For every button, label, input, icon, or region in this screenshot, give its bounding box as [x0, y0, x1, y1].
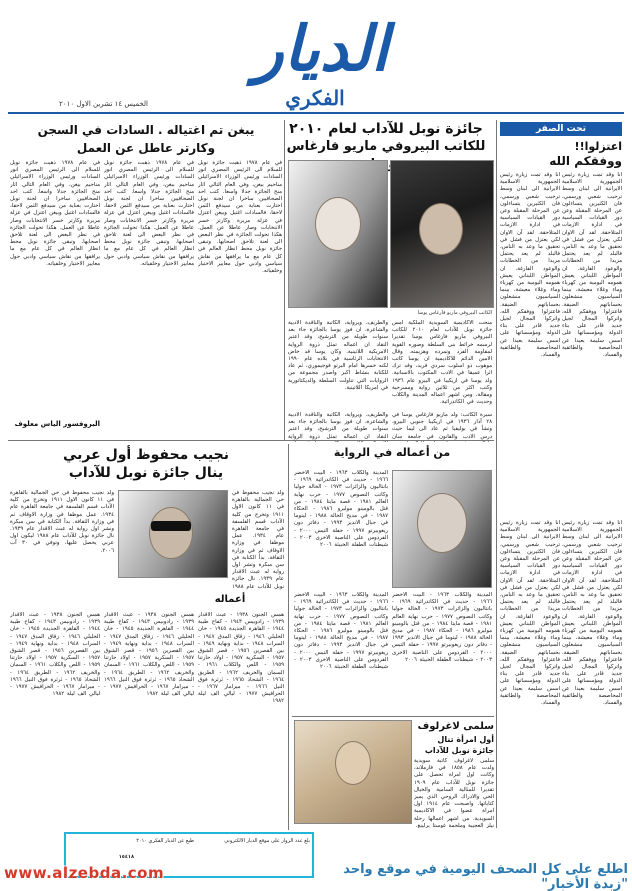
sadat-headline-1: يبغن تم اغتياله . السادات في السجن [37, 123, 255, 137]
sidebar-body-col-3: انا وقد تمت زيارة رئيس الجمهورية الاسلامية الايرانية الى لبنان وسط ترحيب شعبي ورسمي، فان الكثيرين يتساءلون عن المرحلة المقبلة وعن دور القيادات السياسية في ادارة الازمات المتلاحقة. لقد آن الاوان لكي يعتزل من فشل في تحقيق ما وعد به الناس، فالبلد لم يعد يحتمل مزيدا من الخطابات والوعود الفارغة. ان المواطن اللبناني يعيش همومه اليومية من كهرباء وماء وغلاء معيشة، بينما السياسيون منشغلون بحساباتهم الضيقة. فاعتزلوا ووفقكم الله، واتركوا المجال لجيل جديد قادر على بناء الدولة ومؤسساتها على اسس سليمة بعيدا عن المحاصصة والطائفية والفساد. [500, 520, 560, 707]
newspaper-logo: الديار [253, 12, 389, 85]
lead-body-col-4: والطريف، ويرواية، الكاتبة والناقدة الادبية والشاعرة، ان فوز يوسا بالجائزة جاء بعد سنوات طويلة من الترشيح، وقد اعتبر النقاد ان اعماله تمثل ذروة الرواية [288, 412, 388, 440]
vargas-llosa-photo-2 [288, 160, 388, 308]
lead-photo-caption: الكاتب البيروفي ماريو فارغاس يوسا [417, 310, 492, 316]
lagerlof-headline-1: سلمى لاغرلوف [417, 721, 494, 732]
masthead-rule [8, 112, 624, 114]
sadat-body-col-3: في عام ١٩٧٨ ذهبت جائزة نوبل للسلام الى الرئيس المصري انور السادات ورئيس الوزراء الاسرائيلي مناحيم بيغن، وفي العام التالي اثار منح الجائزة جدلا واسعا. كتب احد الصحافيين ساخرا ان لجنة نوبل اختارت بعناية من سيدفع الثمن لاحقا، فالسادات اغتيل وبيغن اعتزل في عزلة مريرة وكارتر خسر الانتخابات وصار عاطلا عن العمل. هكذا تحولت الجائزة في نظر البعض الى لعنة تلاحق اصحابها. وتبقى جائزة نوبل محط انظار العالم في كل عام مع ما يرافقها من نقاش سياسي وادبي حول معايير الاختيار وخلفياته. [10, 160, 100, 267]
mahfouz-works-col-1: همس الجنون ١٩٣٨ - عبث الاقدار ١٩٣٩ - رادوبيس ١٩٤٣ - كفاح طيبة ١٩٤٤ - القاهرة الجديدة ١٩٤٥ - خان الخليلي ١٩٤٦ - زقاق المدق ١٩٤٧ - السراب ١٩٤٨ - بداية ونهاية ١٩٤٩ - بين القصرين ١٩٥٦ - قصر الشوق ١٩٥٧ - السكرية ١٩٥٧ - اولاد حارتنا ١٩٥٩ - اللص والكلاب ١٩٦١ - السمان والخريف ١٩٦٢ - الطريق ١٩٦٤ - الشحاذ ١٩٦٥ - ثرثرة فوق النيل ١٩٦٦ - ميرامار ١٩٦٧ - الحرافيش ١٩٧٧ - ليالي الف ليلة ١٩٨٢ [198, 612, 284, 705]
lagerlof-body: سلمى لاغرلوف كاتبة سويدية ولدت عام ١٨٥٨ في فارملاند، وكانت اول امراة تحصل على جائزة نوبل للآداب عام ١٩٠٩ تقديرا للمثالية السامية والخيال الحي والادراك الروحي الذي يميز كتاباتها. واصبحت عام ١٩١٤ اول امراة عضوا في الاكاديمية السويدية. من اشهر اعمالها رحلة نيلز العجيبة وملحمة غوستا برلينغ. [414, 758, 494, 828]
site-url-watermark[interactable]: www.alzebda.com [4, 864, 165, 882]
mahfouz-headline-1: نجيب محفوظ أول عربي [63, 447, 229, 463]
lead-body-col-3: سيرة الكاتب: ولد ماريو فارغاس يوسا في ٢٨ آذار ١٩٣٦ في اريكيبا جنوبي البيرو، ونشأ في بوليفيا ثم عاد الى ليما حيث درس الادب والقانون في جامعة سان [392, 412, 492, 440]
sidebar-title-1: اعتزلوا!! [574, 140, 622, 153]
sidebar-title-2: ووفقكم الله [549, 154, 622, 168]
newspaper-subtitle: الفكري [285, 86, 345, 110]
mahfouz-photo [118, 490, 228, 578]
mahfouz-works-col-2: همس الجنون ١٩٣٨ - عبث الاقدار ١٩٣٩ - رادوبيس ١٩٤٣ - كفاح طيبة ١٩٤٤ - القاهرة الجديدة ١٩٤٥ - خان الخليلي ١٩٤٦ - زقاق المدق ١٩٤٧ - السراب ١٩٤٨ - بداية ونهاية ١٩٤٩ - بين القصرين ١٩٥٦ - قصر الشوق ١٩٥٧ - السكرية ١٩٥٧ - اولاد حارتنا ١٩٥٩ - اللص والكلاب ١٩٦١ - السمان والخريف ١٩٦٢ - الطريق ١٩٦٤ - الشحاذ ١٩٦٥ - ثرثرة فوق النيل ١٩٦٦ - ميرامار ١٩٦٧ - الحرافيش ١٩٧٧ - ليالي الف ليلة ١٩٨٢ [104, 612, 194, 698]
sadat-body-col-1: في عام ١٩٧٨ ذهبت جائزة نوبل للسلام الى الرئيس المصري انور السادات ورئيس الوزراء الاسرائيلي مناحيم بيغن، وفي العام التالي اثار منح الجائزة جدلا واسعا. كتب احد الصحافيين ساخرا ان لجنة نوبل اختارت بعناية من سيدفع الثمن لاحقا، فالسادات اغتيل وبيغن اعتزل في عزلة مريرة وكارتر خسر الانتخابات وصار عاطلا عن العمل. هكذا تحولت الجائزة في نظر البعض الى لعنة تلاحق اصحابها. وتبقى جائزة نوبل محط انظار العالم في كل عام مع ما يرافقها من نقاش سياسي وادبي حول معايير الاختيار وخلفياته. [198, 160, 282, 275]
sidebar-divider [496, 120, 497, 828]
mahfouz-headline-2: ينال جائزة نوبل للآداب [68, 465, 224, 481]
mahfouz-works-label: أعماله [214, 594, 246, 605]
mahfouz-works-col-3: همس الجنون ١٩٣٨ - عبث الاقدار ١٩٣٩ - رادوبيس ١٩٤٣ - كفاح طيبة ١٩٤٤ - القاهرة الجديدة ١٩٤٥ - خان الخليلي ١٩٤٦ - زقاق المدق ١٩٤٧ - السراب ١٩٤٨ - بداية ونهاية ١٩٤٩ - بين القصرين ١٩٥٦ - قصر الشوق ١٩٥٧ - السكرية ١٩٥٧ - اولاد حارتنا ١٩٥٩ - اللص والكلاب ١٩٦١ - السمان والخريف ١٩٦٢ - الطريق ١٩٦٤ - الشحاذ ١٩٦٥ - ثرثرة فوق النيل ١٩٦٦ - ميرامار ١٩٦٧ - الحرافيش ١٩٧٧ - ليالي الف ليلة ١٩٨٢ [10, 612, 100, 698]
sidebar-body-col-4: انا وقد تمت زيارة رئيس الجمهورية الاسلامية الايرانية الى لبنان وسط ترحيب شعبي ورسمي، فان الكثيرين يتساءلون عن المرحلة المقبلة وعن دور القيادات السياسية في ادارة الازمات المتلاحقة. لقد آن الاوان لكي يعتزل من فشل في تحقيق ما وعد به الناس، فالبلد لم يعد يحتمل مزيدا من الخطابات والوعود الفارغة. ان المواطن اللبناني يعيش همومه اليومية من كهرباء وماء وغلاء معيشة، بينما السياسيون منشغلون بحساباتهم الضيقة. فاعتزلوا ووفقكم الله، واتركوا المجال لجيل جديد قادر على بناء الدولة ومؤسساتها على اسس سليمة بعيدا عن المحاصصة والطائفية والفساد. [562, 520, 622, 707]
section-divider [292, 716, 494, 717]
sidebar-tag: تحت الصفر [500, 122, 622, 136]
sidebar-body-col-1: انا وقد تمت زيارة رئيس الجمهورية الاسلامية الايرانية الى لبنان وسط ترحيب شعبي ورسمي، فان الكثيرين يتساءلون عن المرحلة المقبلة وعن دور القيادات السياسية في ادارة الازمات المتلاحقة. لقد آن الاوان لكي يعتزل من فشل في تحقيق ما وعد به الناس، فالبلد لم يعد يحتمل مزيدا من الخطابات والوعود الفارغة. ان المواطن اللبناني يعيش همومه اليومية من كهرباء وماء وغلاء معيشة، بينما السياسيون منشغلون بحساباتهم الضيقة. فاعتزلوا ووفقكم الله، واتركوا المجال لجيل جديد قادر على بناء الدولة ومؤسساتها على اسس سليمة بعيدا عن المحاصصة والطائفية والفساد. [500, 172, 560, 359]
mahfouz-body-col-2: ولد نجيب محفوظ في حي الجمالية بالقاهرة في ١١ كانون الاول ١٩١١ وتخرج من كلية الآداب قسم الفلسفة في جامعة القاهرة عام ١٩٣٤. عمل موظفا في وزارة الاوقاف ثم في وزارة الثقافة. بدأ الكتابة في سن مبكرة ونشر اول رواية له عبث الاقدار عام ١٩٣٩. نال جائزة نوبل للآداب عام ١٩٨٨ ليكون اول عربي يحصل عليها، وتوفي في ٣٠ آب ٢٠٠٦. [10, 490, 114, 554]
footer-print-note: طبع عن الديار الفكري ٢٠١٠ [136, 838, 194, 844]
issue-date: الخميس ١٤ تشرين الاول ٢٠١٠ [59, 100, 148, 108]
lagerlof-painting [294, 720, 412, 824]
lead-headline-1: جائزة نوبل للآداب لعام ٢٠١٠ [289, 121, 483, 137]
footer-visitor-count: ١٥٤١٨ [118, 854, 134, 860]
sadat-headline-2: وكارتر عاطل عن العمل [76, 141, 216, 155]
lead-body-col-1: منحت الاكاديمية السويدية الملكية امس جائزة نوبل للآداب لعام ٢٠١٠ للكاتب البيروفي ماريو فارغاس يوسا تقديرا لرسمه خرائط بنى السلطة وصوره القوية لمقاومة الفرد وتمرده وهزيمته. وقال الامين الدائم للاكاديمية ان يوسا كاتب موهوب ذو اسلوب سردي فريد، وقد ترك اثرا عميقا في الادب المكتوب بالاسبانية. ولد يوسا في اريكيبا في البيرو عام ١٩٣٦ وكتب اكثر من ثلاثين رواية ومسرحية ومقالة، ومن اشهر اعماله المدينة والكلاب وحديث في الكاتدرائية. [392, 320, 492, 406]
column-divider [284, 120, 285, 440]
sadat-body-col-2: في عام ١٩٧٨ ذهبت جائزة نوبل للسلام الى الرئيس المصري انور السادات ورئيس الوزراء الاسرائيلي مناحيم بيغن، وفي العام التالي اثار منح الجائزة جدلا واسعا. كتب احد الصحافيين ساخرا ان لجنة نوبل اختارت بعناية من سيدفع الثمن لاحقا، فالسادات اغتيل وبيغن اعتزل في عزلة مريرة وكارتر خسر الانتخابات وصار عاطلا عن العمل. هكذا تحولت الجائزة في نظر البعض الى لعنة تلاحق اصحابها. وتبقى جائزة نوبل محط انظار العالم في كل عام مع ما يرافقها من نقاش سياسي وادبي حول معايير الاختيار وخلفياته. [104, 160, 194, 267]
column-divider [288, 444, 289, 830]
site-promo-watermark: اطلع على كل الصحف اليومية في موقع واحد "زبدة الأخبار" [343, 862, 628, 891]
novel-works-body-col-3: المدينة والكلاب ١٩٦٣ - البيت الاخضر ١٩٦٦ - حديث في الكاتدرائية ١٩٦٩ - بانتاليون والزائرات ١٩٧٣ - الخالة جوليا وكاتب النصوص ١٩٧٧ - حرب نهاية العالم ١٩٨١ - قصة مايتا ١٩٨٤ - من قتل بالومينو موليرو ١٩٨٦ - الحكاء ١٩٨٧ - في مديح الخالة ١٩٨٨ - ليتوما في جبال الانديز ١٩٩٣ - دفاتر دون ريغوبيرتو ١٩٩٧ - حفلة التيس ٢٠٠٠ - الفردوس على الناصية الاخرى ٢٠٠٣ - شيطنات الطفلة الخبيثة ٢٠٠٦ [294, 592, 388, 671]
sidebar-body-col-2: انا وقد تمت زيارة رئيس الجمهورية الاسلامية الايرانية الى لبنان وسط ترحيب شعبي ورسمي، فان الكثيرين يتساءلون عن المرحلة المقبلة وعن دور القيادات السياسية في ادارة الازمات المتلاحقة. لقد آن الاوان لكي يعتزل من فشل في تحقيق ما وعد به الناس، فالبلد لم يعد يحتمل مزيدا من الخطابات والوعود الفارغة. ان المواطن اللبناني يعيش همومه اليومية من كهرباء وماء وغلاء معيشة، بينما السياسيون منشغلون بحساباتهم الضيقة. فاعتزلوا ووفقكم الله، واتركوا المجال لجيل جديد قادر على بناء الدولة ومؤسساتها على اسس سليمة بعيدا عن المحاصصة والطائفية والفساد. [562, 172, 622, 359]
sadat-byline: البروفسور الياس معلوف [14, 420, 100, 428]
vargas-llosa-photo-1 [390, 160, 494, 308]
novel-works-body-col-2: المدينة والكلاب ١٩٦٣ - البيت الاخضر ١٩٦٦ - حديث في الكاتدرائية ١٩٦٩ - بانتاليون والزائرات ١٩٧٣ - الخالة جوليا وكاتب النصوص ١٩٧٧ - حرب نهاية العالم ١٩٨١ - قصة مايتا ١٩٨٤ - من قتل بالومينو موليرو ١٩٨٦ - الحكاء ١٩٨٧ - في مديح الخالة ١٩٨٨ - ليتوما في جبال الانديز ١٩٩٣ - دفاتر دون ريغوبيرتو ١٩٩٧ - حفلة التيس ٢٠٠٠ - الفردوس على الناصية الاخرى ٢٠٠٣ - شيطنات الطفلة الخبيثة ٢٠٠٦ [392, 592, 492, 663]
vargas-llosa-portrait [392, 470, 492, 588]
novel-works-body-col-1: المدينة والكلاب ١٩٦٣ - البيت الاخضر ١٩٦٦ - حديث في الكاتدرائية ١٩٦٩ - بانتاليون والزائرات ١٩٧٣ - الخالة جوليا وكاتب النصوص ١٩٧٧ - حرب نهاية العالم ١٩٨١ - قصة مايتا ١٩٨٤ - من قتل بالومينو موليرو ١٩٨٦ - الحكاء ١٩٨٧ - في مديح الخالة ١٩٨٨ - ليتوما في جبال الانديز ١٩٩٣ - دفاتر دون ريغوبيرتو ١٩٩٧ - حفلة التيس ٢٠٠٠ - الفردوس على الناصية الاخرى ٢٠٠٣ - شيطنات الطفلة الخبيثة ٢٠٠٦ [294, 470, 388, 549]
lagerlof-headline-2: أول امرأة تنال جائزة نوبل للآداب [424, 735, 494, 755]
mahfouz-body-col-1: ولد نجيب محفوظ في حي الجمالية بالقاهرة في ١١ كانون الاول ١٩١١ وتخرج من كلية الآداب قسم الفلسفة في جامعة القاهرة عام ١٩٣٤. عمل موظفا في وزارة الاوقاف ثم في وزارة الثقافة. بدأ الكتابة في سن مبكرة ونشر اول رواية له عبث الاقدار عام ١٩٣٩. نال جائزة نوبل للآداب عام ١٩٨٨ [232, 490, 284, 590]
lead-body-col-2: والطريف، ويرواية، الكاتبة والناقدة الادبية والشاعرة، ان فوز يوسا بالجائزة جاء بعد سنوات طويلة من الترشيح، وقد اعتبر النقاد ان اعماله تمثل ذروة الرواية الامريكية اللاتينية. وكان يوسا قد خاض الانتخابات الرئاسية في بلاده عام ١٩٩٠ لكنه خسرها امام البرتو فوجيموري، ثم عاد للكتابة بنشاط اكبر واصدر مجموعة من الروايات التي تناولت السلطة والديكتاتورية في امريكا اللاتينية. [288, 320, 388, 391]
novel-works-label: من أعماله في الرواية [333, 446, 451, 459]
masthead [0, 0, 632, 118]
section-divider [8, 440, 494, 441]
footer-visitors-label: بلغ عدد الزوار على موقع الديار الالكتروني [224, 838, 310, 844]
lead-headline-2: للكاتب البيروفي ماريو فارغاس [286, 139, 486, 154]
